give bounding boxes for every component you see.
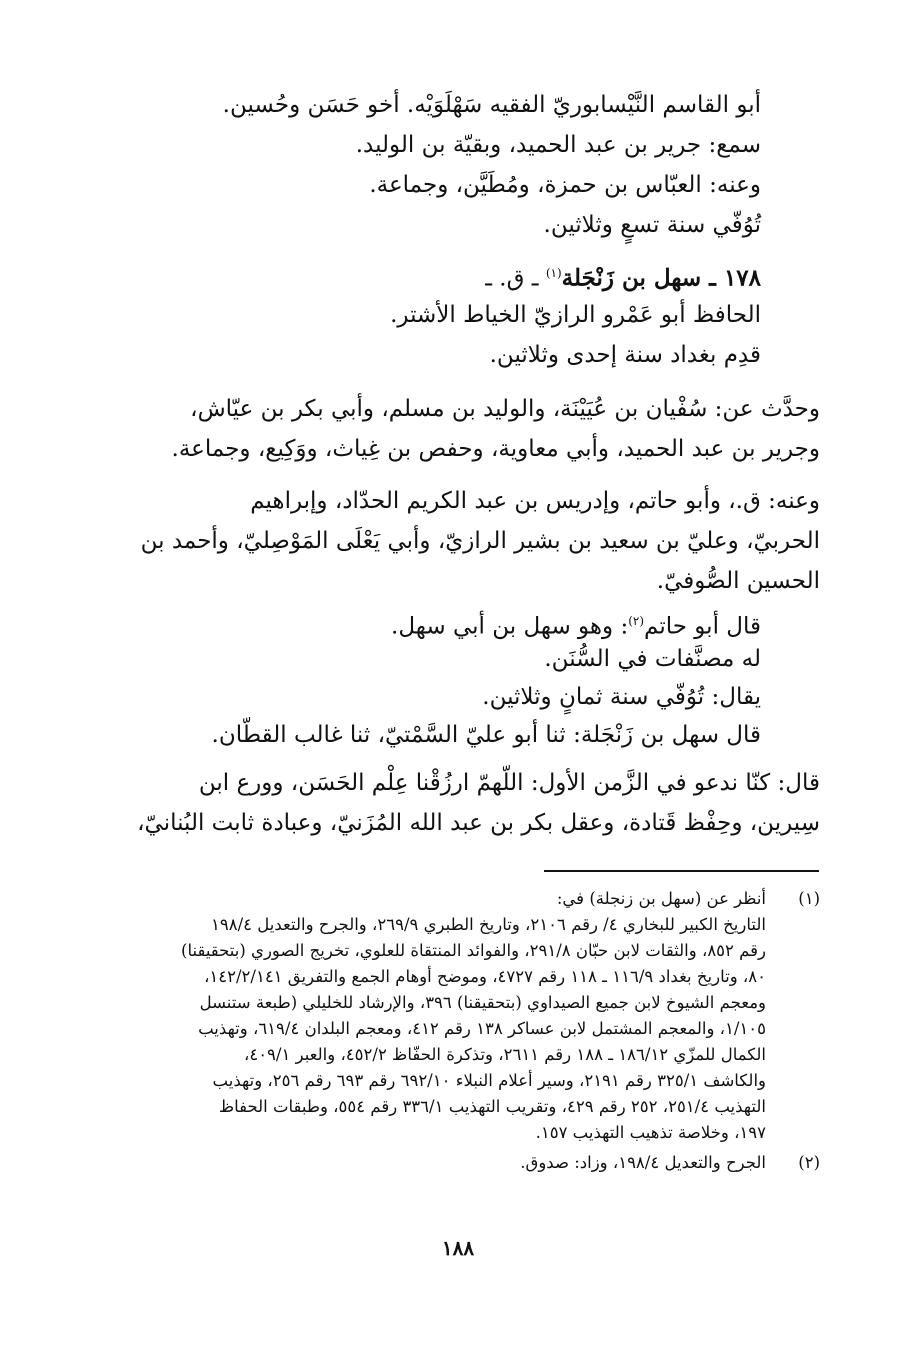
footnote-ref: (١): [545, 266, 562, 280]
footnote-divider: [544, 870, 819, 872]
text-line: الحربيّ، وعليّ بن سعيد بن بشير الرازيّ، وأبي يَعْلَى المَوْصِليّ، وأحمد بن: [140, 528, 820, 554]
text-line: وحدَّث عن: سُفْيان بن عُيَيْنَة، والوليد بن مسلم، وأبي بكر بن عيّاش،: [190, 396, 820, 422]
entry-heading-tail: ـ ق. ـ: [485, 265, 546, 292]
entry-heading: [485, 256, 761, 296]
footnote-line: والكاشف ٣٢٥/١ رقم ٢١٩١، وسير أعلام النبلاء ٦٩٢/١٠ رقم ٦٩٣ رقم ٢٥٦، وتهذيب: [212, 1071, 766, 1090]
quote-text: : وهو سهل بن أبي سهل.: [391, 613, 629, 640]
text-line: تُوُفّي سنة تسعٍ وثلاثين.: [543, 212, 761, 238]
text-line: الحافظ أبو عَمْرو الرازيّ الخياط الأشتر.: [390, 302, 761, 328]
footnote-line: أنظر عن (سهل بن زنجلة) في:: [556, 889, 766, 908]
footnote-line: ومعجم الشيوخ لابن جميع الصيداوي (بتحقيقنا) ٣٩٦، والإرشاد للخليلي (طبعة ستنسل: [199, 993, 766, 1012]
footnote-line: الجرح والتعديل ١٩٨/٤، وزاد: صدوق.: [520, 1153, 766, 1172]
text-line: له مصنَّفات في السُّنَن.: [544, 646, 761, 672]
text-line: قدِم بغداد سنة إحدى وثلاثين.: [489, 342, 761, 368]
text-line: سِيرين، وحِفْظ قَتادة، وعقل بكر بن عبد الله المُزَنيّ، وعبادة ثابت البُنانيّ،: [137, 810, 820, 836]
text-line: قال سهل بن زَنْجَلة: ثنا أبو عليّ السَّمْتيّ، ثنا غالب القطّان.: [211, 722, 761, 748]
quote-intro: قال أبو حاتم: [644, 613, 761, 640]
text-line: قال: كنّا ندعو في الزَّمن الأول: اللّهمّ ارزُقْنا عِلْم الحَسَن، وورع ابن: [198, 770, 820, 796]
footnote-line: ٨٠، وتاريخ بغداد ١١٦/٩ ـ ١١٨ رقم ٤٧٢٧، وموضح أوهام الجمع والتفريق ١٤٢/٢/١٤١،: [204, 967, 766, 986]
footnote-line: التهذيب ٢٥١/٤، ٢٥٢ رقم ٤٢٩، وتقريب التهذيب ٣٣٦/١ رقم ٥٥٤، وطبقات الحفاظ: [218, 1097, 766, 1116]
text-line: وعنه: العبّاس بن حمزة، ومُطَيَّن، وجماعة.: [369, 172, 761, 198]
text-line: [391, 604, 761, 644]
entry-heading-title: ١٧٨ ـ سهل بن زَنْجَلة: [561, 264, 761, 292]
footnote-line: التاريخ الكبير للبخاري ٤/ رقم ٢١٠٦، وتاريخ الطبري ٢٦٩/٩، والجرح والتعديل ١٩٨/٤: [211, 915, 766, 934]
text-line: سمع: جرير بن عبد الحميد، وبقيّة بن الوليد.: [355, 132, 761, 158]
text-line: وجرير بن عبد الحميد، وأبي معاوية، وحفص بن غِياث، ووَكِيع، وجماعة.: [171, 436, 820, 462]
footnote-line: الكمال للمزّي ١٨٦/١٢ ـ ١٨٨ رقم ٢٦١١، وتذكرة الحفّاظ ٤٥٢/٢، والعبر ٤٠٩/١،: [244, 1045, 766, 1064]
text-line: أبو القاسم النَّيْسابوريّ الفقيه سَهْلَوَيْه. أخو حَسَن وحُسين.: [222, 92, 761, 118]
footnote-line: رقم ٨٥٢، والثقات لابن حبّان ٢٩١/٨، والفوائد المنتقاة للعلوي، تخريج الصوري (بتحقيقنا): [181, 941, 766, 960]
footnote-line: ١٩٧، وخلاصة تذهيب التهذيب ١٥٧.: [535, 1123, 766, 1142]
footnote-number: (١): [798, 889, 820, 908]
page-number: ١٨٨: [441, 1236, 475, 1260]
footnote-ref: (٢): [628, 614, 645, 628]
footnote-line: ١/١٠٥، والمعجم المشتمل لابن عساكر ١٣٨ رقم ٤١٢، ومعجم البلدان ٦١٩/٤، وتهذيب: [198, 1019, 766, 1038]
text-line: الحسين الصُّوفيّ.: [656, 568, 820, 594]
text-line: يقال: تُوُفّي سنة ثمانٍ وثلاثين.: [482, 684, 761, 710]
footnote-number: (٢): [798, 1153, 820, 1172]
text-line: وعنه: ق.، وأبو حاتم، وإدريس بن عبد الكريم الحدّاد، وإبراهيم: [250, 488, 820, 514]
